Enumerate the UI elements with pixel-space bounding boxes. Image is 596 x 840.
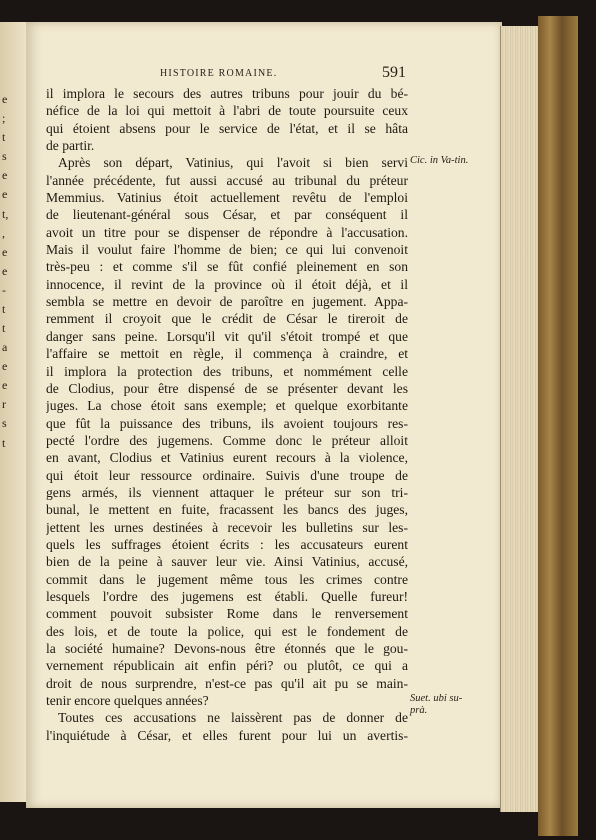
text-line: Après son départ, Vatinius, qui l'avoit si bien servi (58, 155, 408, 171)
left-page-fragment: t (2, 301, 6, 316)
text-line: l'affaire se mettoit en règle, il commença à craindre, et (46, 346, 408, 362)
left-page-fragment: e (2, 92, 8, 106)
page-header (26, 64, 502, 84)
text-line: pecté l'ordre des jugemens. Comme donc le préteur alloit (46, 432, 408, 448)
text-line: qui étoit leur ressource ordinaire. Suivis d'une troupe de (46, 467, 408, 483)
left-page-fragment: e (2, 244, 8, 259)
margin-note: Cic. in Va-tin. (410, 155, 469, 166)
text-line: en avant, Clodius et Vatinius eurent recours à la violence, (46, 450, 408, 466)
left-page-fragment: s (2, 416, 7, 431)
page-stack-edge (500, 26, 539, 812)
left-page-fragment: e (2, 263, 8, 278)
body-text (46, 85, 408, 744)
left-page-fragment: a (2, 340, 8, 355)
text-line: avoit un titre pour se dispenser de répondre à l'accusation. (46, 224, 408, 240)
left-page-fragment: t, (2, 206, 9, 221)
text-line: Mais il voulut faire l'homme de bien; ce qui lui convenoit (46, 242, 408, 258)
text-line: de Clodius, pour être dispensé de se présenter devant les (46, 380, 408, 396)
book-cover-edge (538, 16, 578, 836)
text-line: remment il croyoit que le crédit de César le tireroit de (46, 311, 408, 327)
text-line: danger sans peine. Lorsqu'il vit qu'il s'étoit trompé et que (46, 328, 408, 344)
left-page-fragment: e (2, 187, 8, 202)
text-line: sembla se mettre en devoir de paroître en jugement. Appa- (46, 294, 408, 310)
text-line: la société humaine? Devons-nous être étonnés que le gou- (46, 641, 408, 656)
running-title: HISTOIRE ROMAINE. (160, 68, 278, 79)
left-page-fragment: e (2, 378, 8, 393)
left-page-fragment: - (2, 282, 6, 297)
left-page-fragment: t (2, 130, 6, 145)
text-line: l'année précédente, fut aussi accusé au tribunal du préteur (46, 172, 408, 188)
text-line: quels les suffrages étoient écrits : les accusateurs eurent (46, 536, 408, 552)
margin-note: Suet. ubi su-prà. (410, 693, 463, 716)
text-line: il implora la protection des tribuns, et nommément celle (46, 363, 408, 379)
text-line: de lieutenant-général sous César, et par conséquent il (46, 207, 408, 223)
text-line: jettent les urnes destinées à recevoir les bulletins sur les- (46, 519, 408, 535)
text-line: Toutes ces accusations ne laissèrent pas de donner de (58, 710, 408, 726)
text-line: innocence, il revint de la province où il étoit déjà, et il (46, 276, 408, 292)
text-line: bunal, le mettent en fuite, fracassent les bancs des juges, (46, 502, 408, 518)
left-page-fragment: r (2, 397, 6, 412)
text-line: que fût la puissance des tribuns, ils avoient toujours res- (46, 415, 408, 431)
text-line: il implora le secours des autres tribuns pour jouir du bé- (46, 86, 408, 101)
left-page-fragment: s (2, 149, 7, 164)
left-page-fragment: e (2, 168, 8, 183)
text-line: bien de la peine à sauver leur vie. Ainsi Vatinius, accusé, (46, 554, 408, 570)
text-line: vernement républicain ait enfin péri? ou plutôt, ce qui a (46, 658, 408, 674)
text-line: Memmius. Vatinius étoit actuellement revêtu de l'emploi (46, 190, 408, 206)
page-number: 591 (382, 64, 406, 81)
text-line: lesquels l'ordre des jugemens est établi. Quelle fureur! (46, 588, 408, 604)
text-line: commit dans le jugement même tous les crimes contre (46, 571, 408, 587)
left-page-fragment: ; (2, 111, 6, 126)
text-line: néfice de la loi qui mettoit à l'abri de toute poursuite ceux (46, 103, 408, 119)
text-line: droit de nous surprendre, n'est-ce pas qu'il ait pu se main- (46, 675, 408, 691)
text-line: qui étoient absens pour le service de l'état, et il se hâta (46, 120, 408, 136)
text-line: juges. La chose étoit sans exemple; et quelque exorbitante (46, 398, 408, 414)
left-page-edge (0, 22, 27, 802)
left-page-fragment: e (2, 359, 8, 374)
text-line: de partir. (46, 138, 95, 154)
text-line: tenir encore quelques années? (46, 693, 209, 709)
left-page-fragment: t (2, 435, 6, 450)
text-line: des lois, et de toute la police, qui est le fondement de (46, 623, 408, 639)
text-line: l'inquiétude à César, et elles furent pour lui un avertis- (46, 727, 408, 743)
text-line: comment pouvoit subsister Rome dans le renversement (46, 606, 408, 622)
text-line: très-peu : et comme s'il se fût confié pleinement en son (46, 259, 408, 275)
left-page-fragment: t (2, 321, 6, 336)
text-line: gens armés, ils viennent attaquer le préteur sur son tri- (46, 484, 408, 500)
left-page-fragment: , (2, 225, 5, 240)
